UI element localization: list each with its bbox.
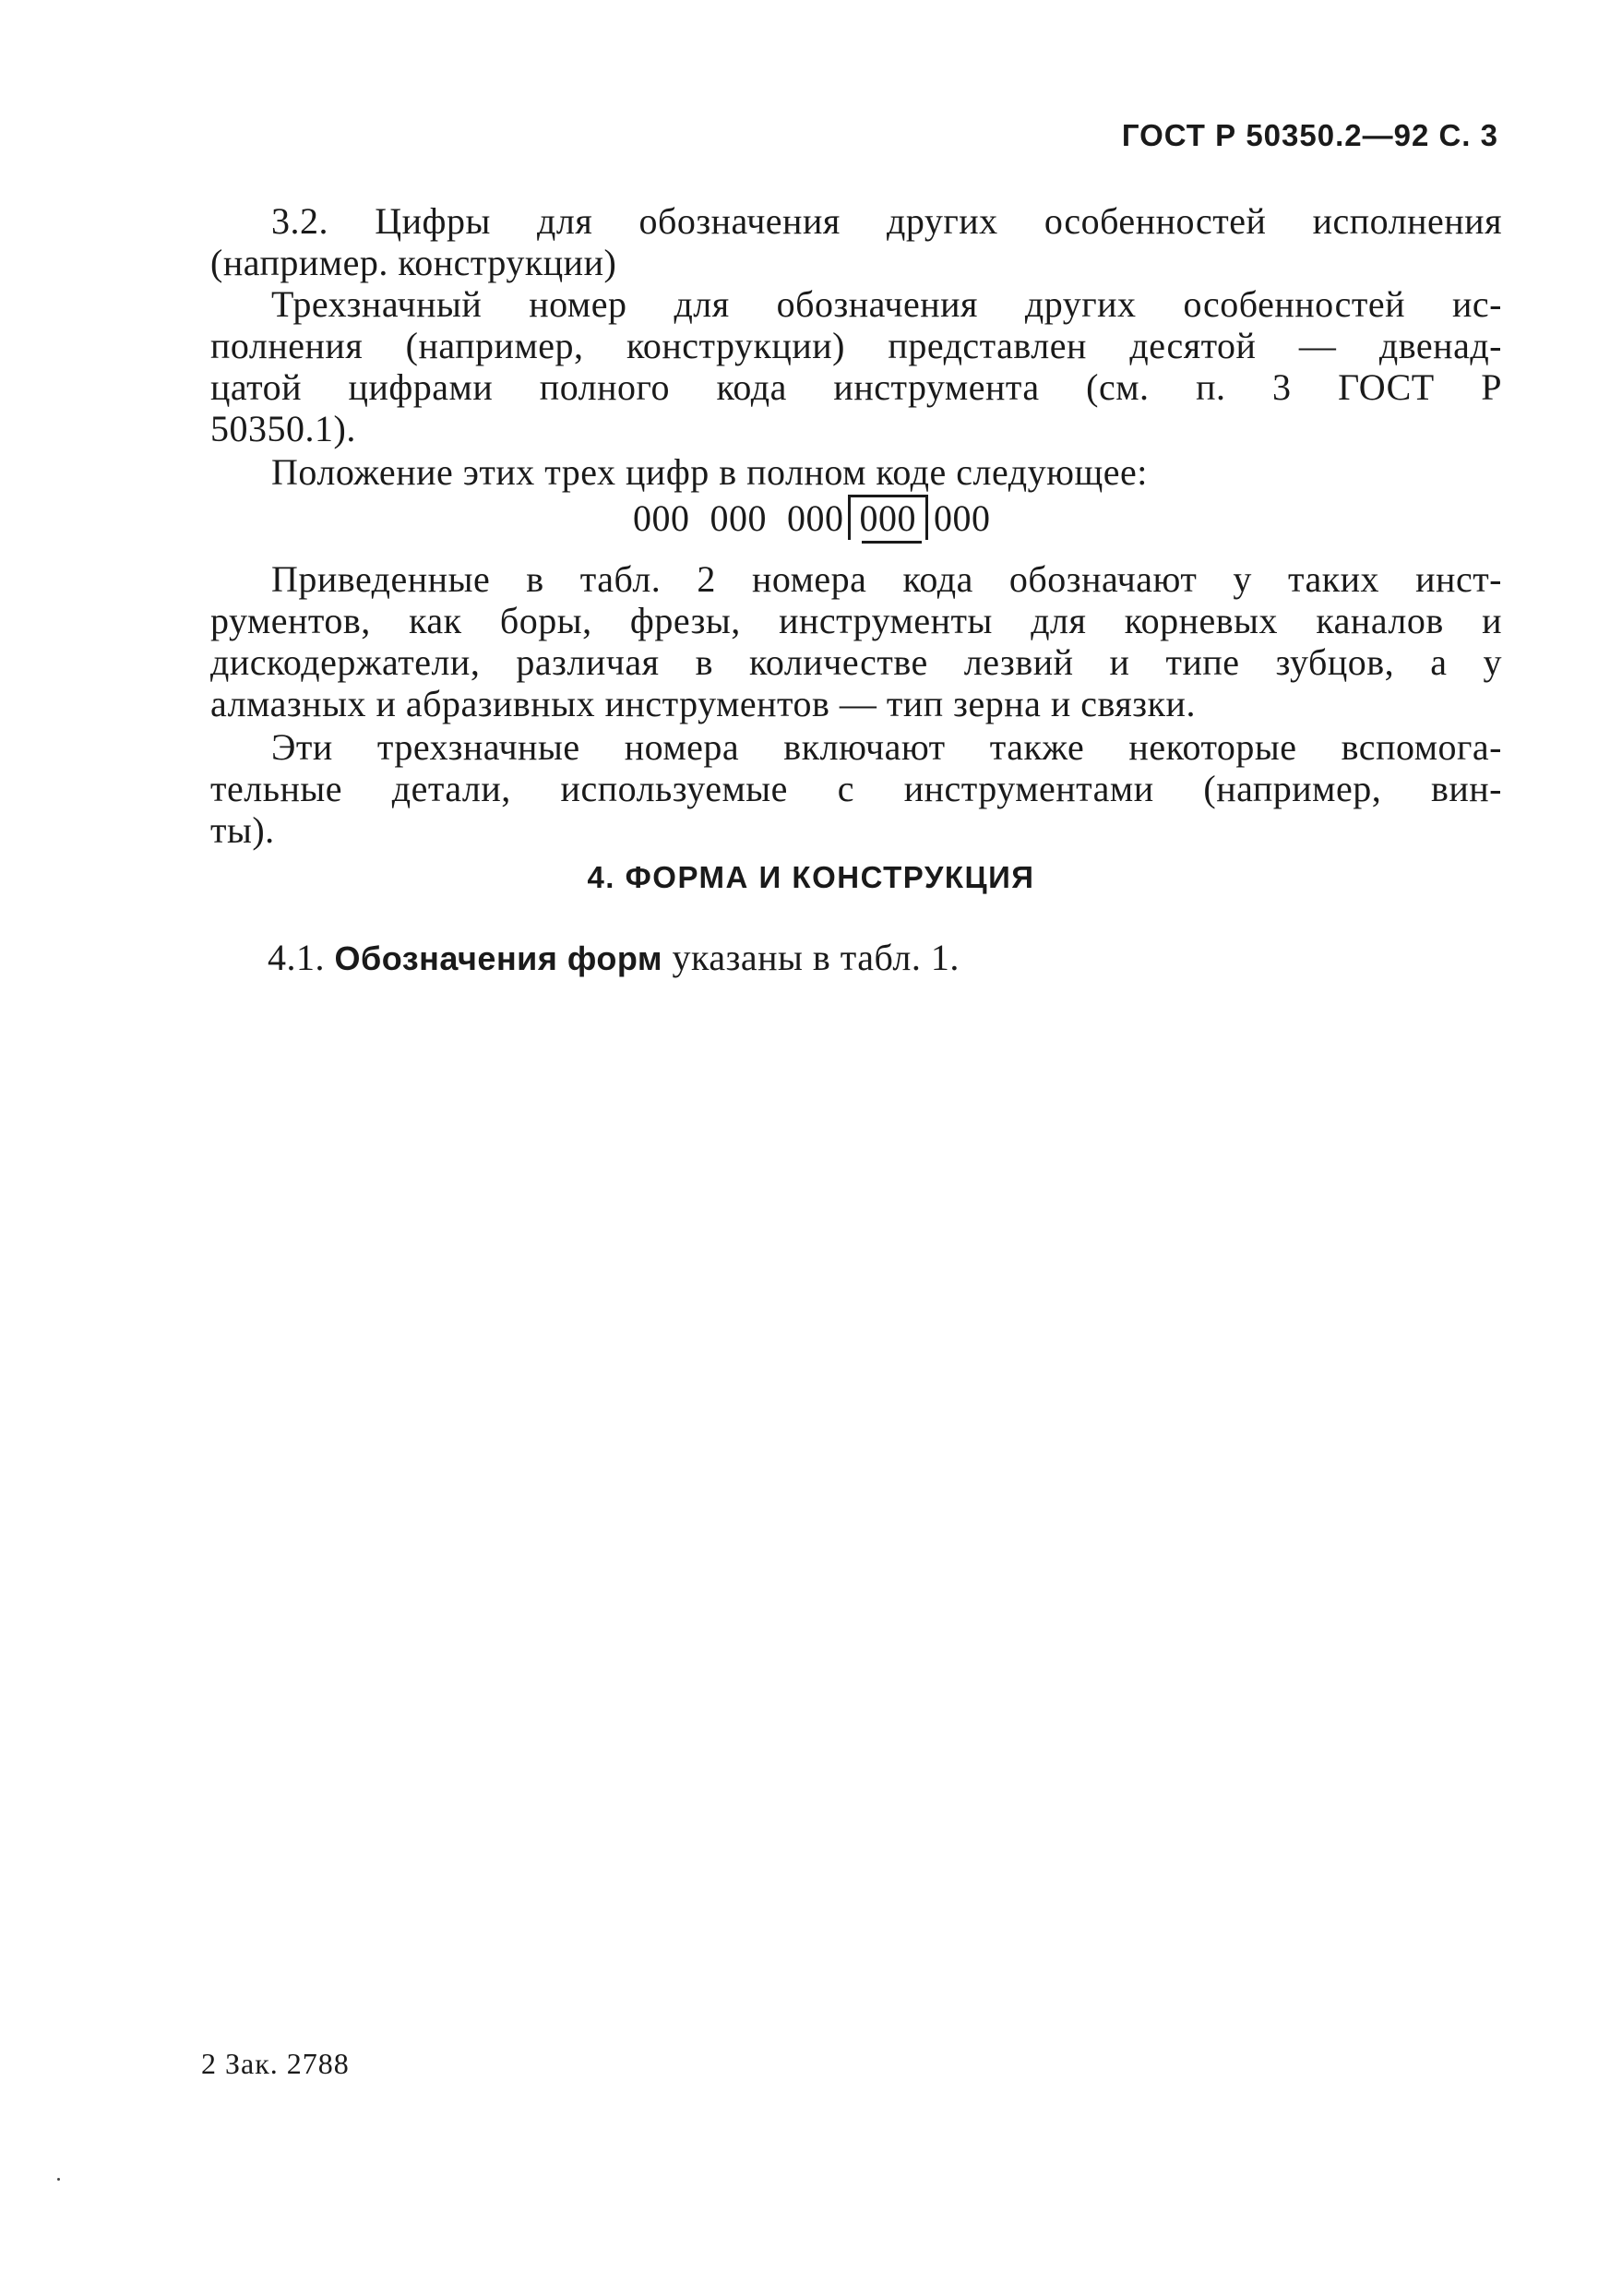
paragraph-1-line-4: 50350.1).	[210, 408, 356, 449]
section-3-2-title-line-1: 3.2. Цифры для обозначения других особенностей исполнения	[271, 200, 1502, 242]
paragraph-4-line-2: тельные детали, используемые с инструментами (например, вин-	[210, 768, 1502, 809]
item-4-1-bold-term: Обозначения форм	[334, 939, 662, 977]
paragraph-3-line-2: рументов, как боры, фрезы, инструменты для корневых каналов и	[210, 600, 1502, 641]
item-4-1-text: указаны в табл. 1.	[672, 937, 960, 978]
page-footer: 2 Зак. 2788	[201, 2047, 350, 2080]
section-4-title: 4. ФОРМА И КОНСТРУКЦИЯ	[587, 860, 1035, 894]
item-4-1-number: 4.1.	[268, 937, 325, 978]
code-group-highlighted: 000	[848, 495, 929, 540]
code-structure	[633, 495, 991, 543]
paragraph-4-line-1: Эти трехзначные номера включают также некоторые вспомога-	[271, 726, 1502, 768]
scan-speck	[57, 2178, 60, 2181]
paragraph-1-line-3: цатой цифрами полного кода инструмента (см. п. 3 ГОСТ Р	[210, 366, 1502, 408]
paragraph-1-line-2: полнения (например, конструкции) представлен десятой — двенад-	[210, 325, 1502, 366]
paragraph-3-line-4: алмазных и абразивных инструментов — тип зерна и связки.	[210, 683, 1196, 724]
code-group-1: 000	[633, 497, 690, 539]
section-3-2-title-line-2: (например. конструкции)	[210, 242, 617, 283]
paragraph-1-line-1: Трехзначный номер для обозначения других особенностей ис-	[271, 283, 1502, 325]
code-group-2: 000	[710, 497, 767, 539]
paragraph-2: Положение этих трех цифр в полном коде следующее:	[271, 451, 1148, 493]
paragraph-3-line-1: Приведенные в табл. 2 номера кода обозначают у таких инст-	[271, 558, 1502, 600]
paragraph-3-line-3: дискодержатели, различая в количестве лезвий и типе зубцов, а у	[210, 641, 1502, 683]
paragraph-4-line-3: ты).	[210, 809, 275, 851]
page-header: ГОСТ Р 50350.2—92 С. 3	[1121, 118, 1498, 152]
code-group-5: 000	[934, 497, 991, 539]
item-4-1	[268, 938, 960, 979]
code-group-3: 000	[787, 497, 844, 539]
